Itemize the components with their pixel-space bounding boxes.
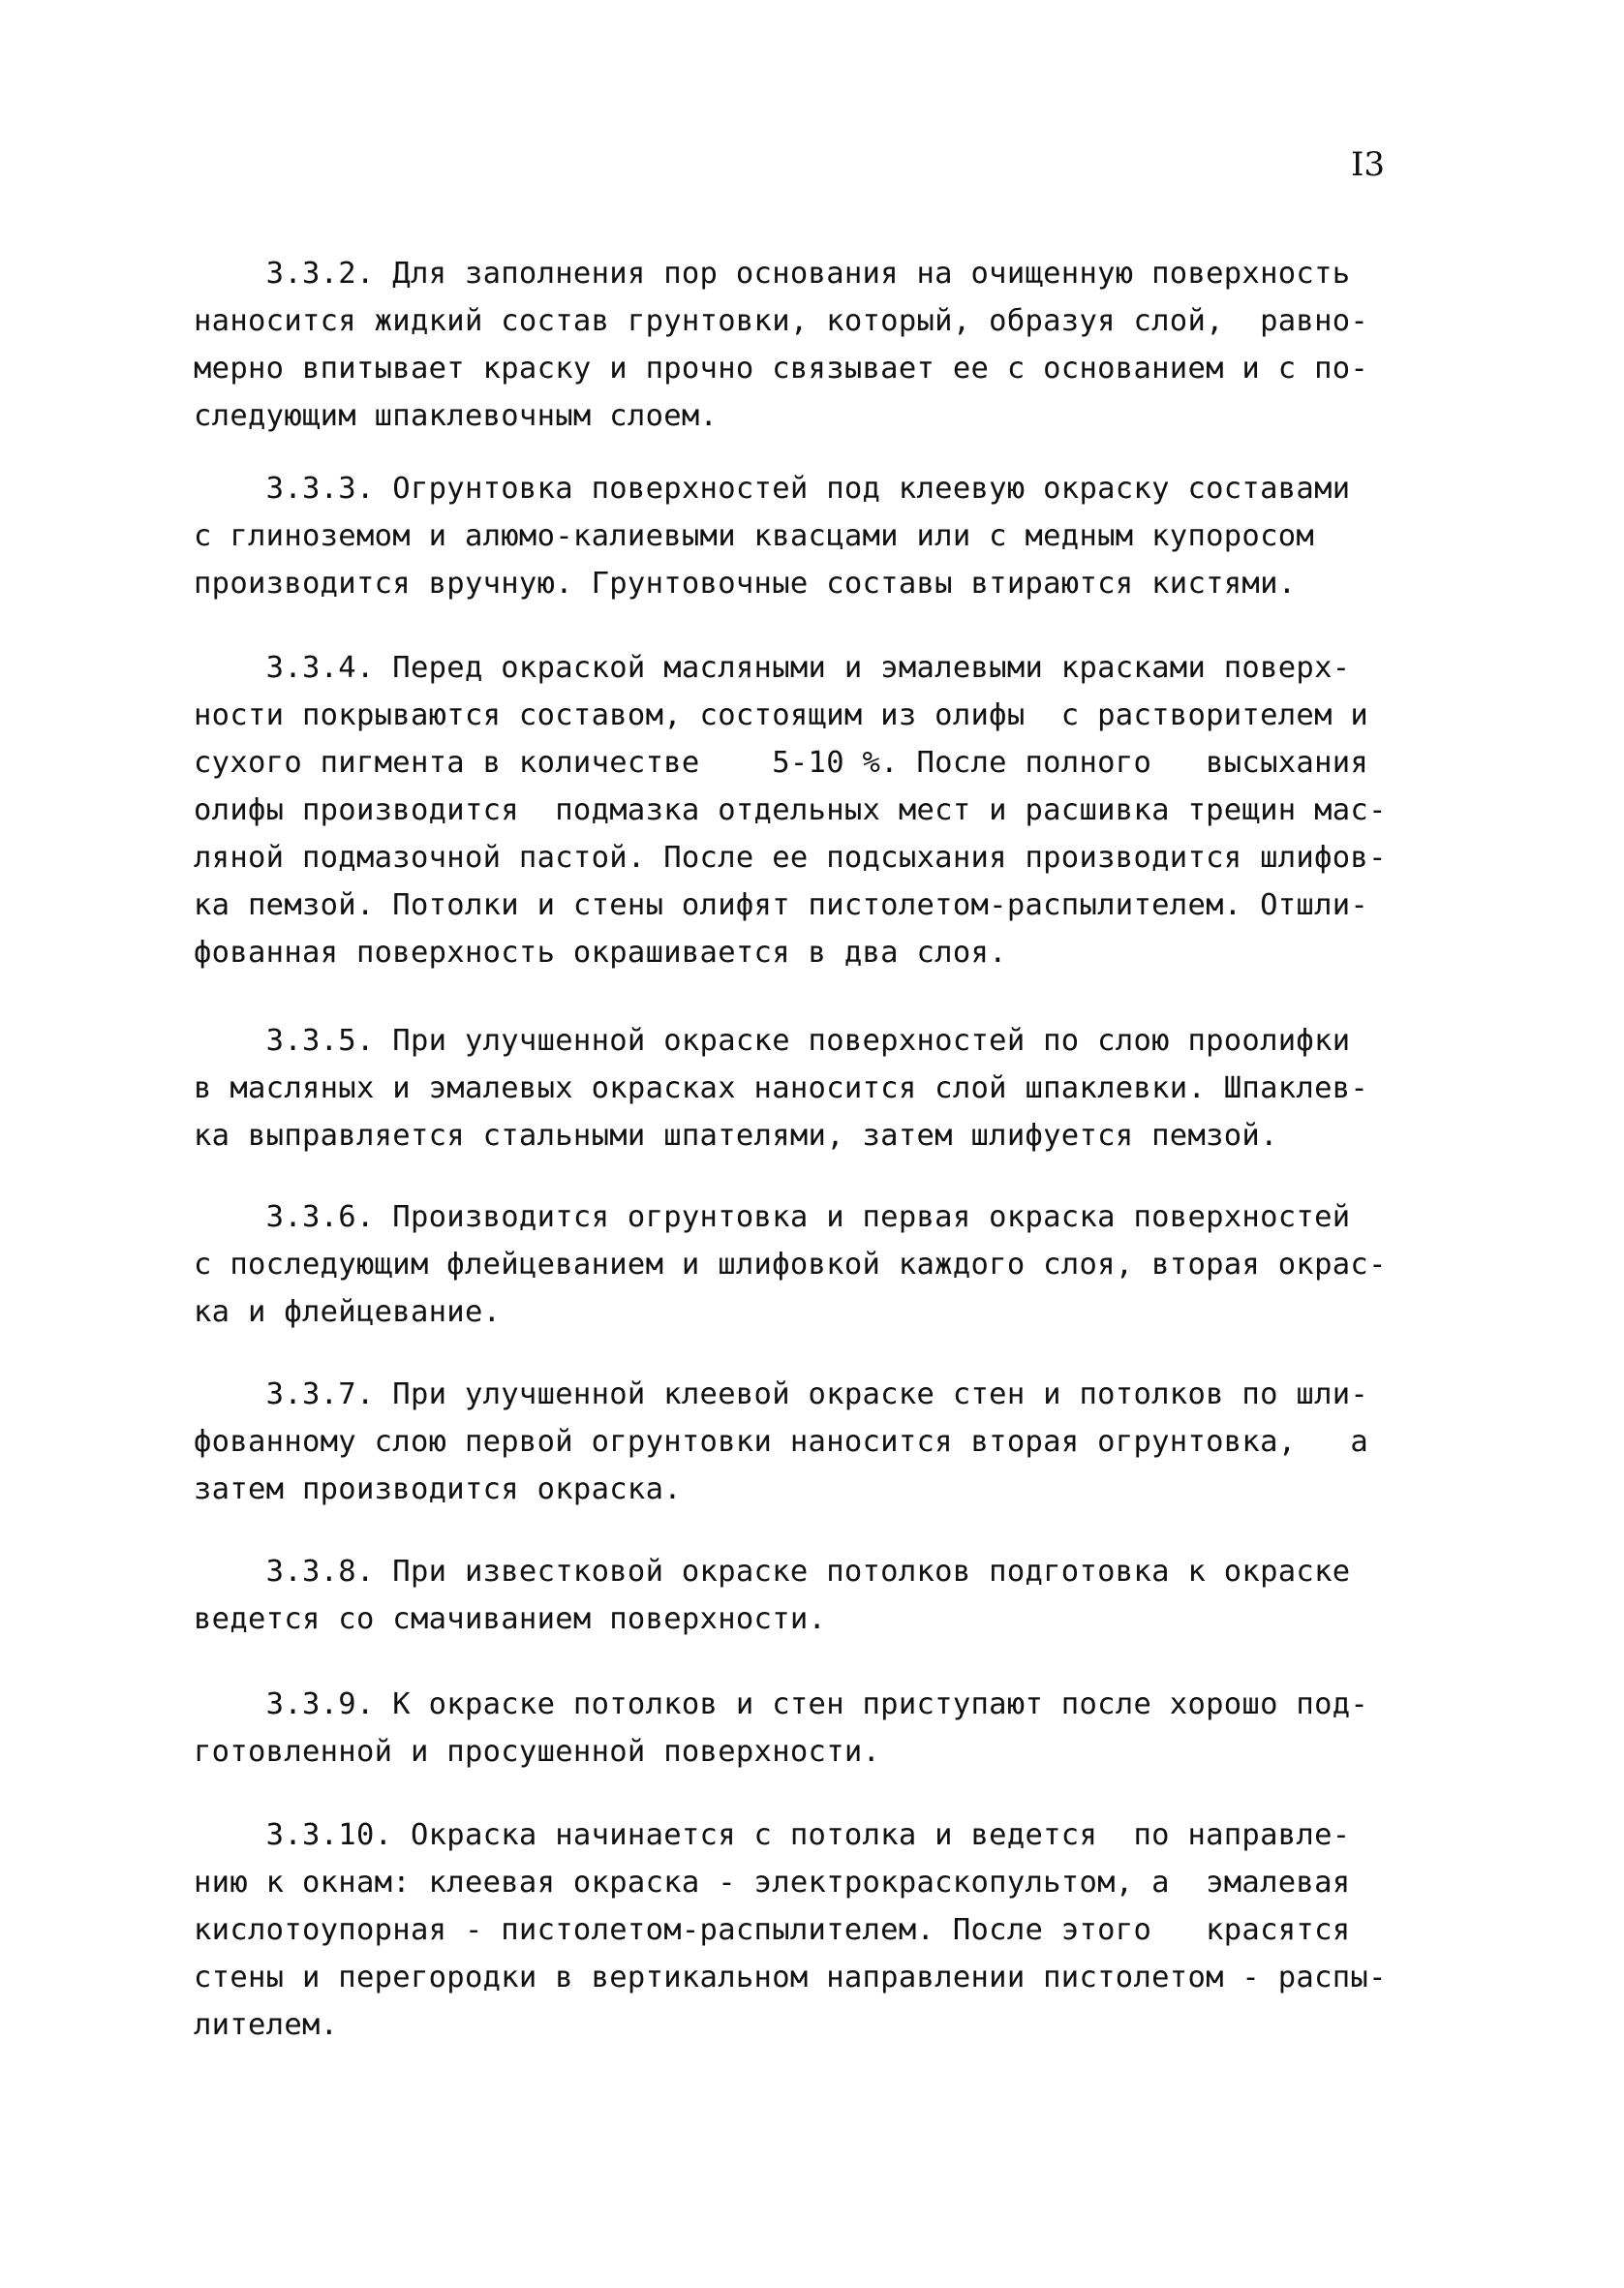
text-line: 3.3.4. Перед окраской масляными и эмалевыми красками поверх-: [194, 651, 1351, 685]
text-line: фованному слою первой огрунтовки наносится вторая огрунтовка, а: [194, 1425, 1369, 1459]
paragraph-3-3-6: [194, 1193, 1387, 1336]
text-line: готовленной и просушенной поверхности.: [194, 1735, 881, 1769]
text-line: ка пемзой. Потолки и стены олифят пистолетом-распылителем. Отшли-: [194, 888, 1369, 922]
text-line: 3.3.9. К окраске потолков и стен приступают после хорошо под-: [194, 1687, 1369, 1721]
text-line: с глиноземом и алюмо-калиевыми квасцами или с медным купоросом: [194, 519, 1315, 553]
text-line: ка выправляется стальными шпателями, затем шлифуется пемзой.: [194, 1119, 1278, 1153]
text-line: 3.3.2. Для заполнения пор основания на очищенную поверхность: [194, 257, 1351, 291]
text-line: нию к окнам: клеевая окраска - электрокраскопультом, а эмалевая: [194, 1866, 1351, 1900]
text-line: стены и перегородки в вертикальном направлении пистолетом - распы-: [194, 1961, 1387, 1994]
text-line: в масляных и эмалевых окрасках наносится слой шпаклевки. Шпаклев-: [194, 1071, 1369, 1105]
text-line: сухого пигмента в количестве 5-10 %. После полного высыхания: [194, 746, 1369, 780]
paragraph-3-3-4: [194, 644, 1387, 976]
text-line: кислотоупорная - пистолетом-распылителем. После этого красятся: [194, 1913, 1351, 1947]
paragraph-3-3-3: [194, 465, 1350, 607]
text-line: ляной подмазочной пастой. После ее подсыхания производится шлифов-: [194, 841, 1387, 875]
text-line: 3.3.8. При известковой окраске потолков подготовка к окраске: [194, 1555, 1351, 1589]
text-line: фованная поверхность окрашивается в два слоя.: [194, 936, 1007, 970]
text-line: ка и флейцевание.: [194, 1295, 502, 1329]
text-line: ности покрываются составом, состоящим из олифы с растворителем и: [194, 698, 1369, 732]
paragraph-3-3-7: [194, 1371, 1368, 1513]
paragraph-3-3-9: [194, 1681, 1368, 1776]
text-line: затем производится окраска.: [194, 1472, 682, 1506]
text-line: наносится жидкий состав грунтовки, который, образуя слой, равно-: [194, 304, 1369, 338]
page-number: I3: [1351, 145, 1386, 184]
text-line: следующим шпаклевочным слоем.: [194, 399, 719, 433]
text-line: с последующим флейцеванием и шлифовкой каждого слоя, вторая окрас-: [194, 1248, 1387, 1282]
text-line: мерно впитывает краску и прочно связывает ее с основанием и с по-: [194, 352, 1369, 386]
paragraph-3-3-2: [194, 250, 1368, 440]
text-line: лителем.: [194, 2008, 339, 2042]
paragraph-3-3-8: [194, 1548, 1350, 1643]
text-line: олифы производится подмазка отдельных мест и расшивка трещин мас-: [194, 793, 1387, 827]
text-line: 3.3.10. Окраска начинается с потолка и ведется по направле-: [194, 1818, 1351, 1852]
paragraph-3-3-10: [194, 1811, 1387, 2049]
paragraph-3-3-5: [194, 1017, 1368, 1159]
text-line: 3.3.6. Производится огрунтовка и первая окраска поверхностей: [194, 1200, 1351, 1234]
text-line: 3.3.7. При улучшенной клеевой окраске стен и потолков по шли-: [194, 1377, 1369, 1411]
text-line: производится вручную. Грунтовочные составы втираются кистями.: [194, 567, 1297, 601]
text-line: ведется со смачиванием поверхности.: [194, 1602, 827, 1636]
text-line: 3.3.3. Огрунтовка поверхностей под клеевую окраску составами: [194, 472, 1351, 506]
text-line: 3.3.5. При улучшенной окраске поверхностей по слою проолифки: [194, 1024, 1351, 1058]
